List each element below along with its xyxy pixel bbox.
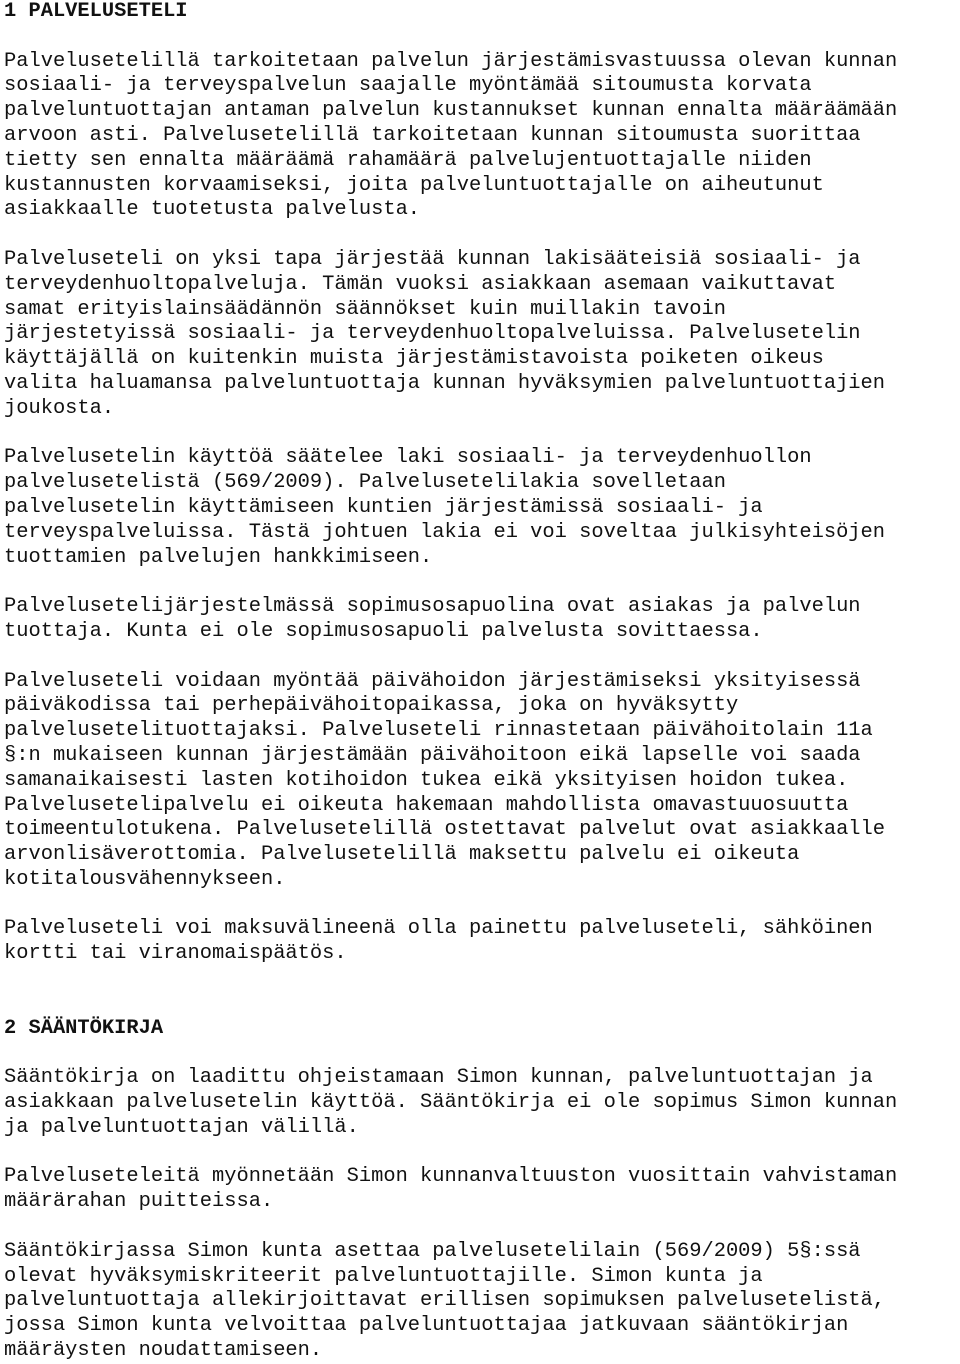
text-line: arvoon asti. Palvelusetelillä tarkoitetaan kunnan sitoumusta suorittaa <box>4 123 861 147</box>
text-line: päiväkodissa tai perhepäivähoitopaikassa, joka on hyväksytty <box>4 694 739 718</box>
text-line: sosiaali- ja terveyspalvelun saajalle myöntämää sitoumusta korvata <box>4 74 812 98</box>
spacer <box>4 1041 956 1066</box>
text-line: Palveluseteli on yksi tapa järjestää kunnan lakisääteisiä sosiaali- ja <box>4 247 861 271</box>
document-page <box>4 0 956 1364</box>
text-line: Palveluseteli voidaan myöntää päivähoidon järjestämiseksi yksityisessä <box>4 669 861 693</box>
spacer <box>4 893 956 918</box>
text-line: kustannusten korvaamiseksi, joita palveluntuottajalle on aiheutunut <box>4 173 824 197</box>
text-line: samanaikaisesti lasten kotihoidon tukea eikä yksityisen hoidon tukea. <box>4 768 849 792</box>
section-2-paragraph-2 <box>4 1165 956 1215</box>
text-line: palvelusetelin käyttämiseen kuntien järjestämissä sosiaali- ja <box>4 495 763 519</box>
text-line: palveluntuottajan antaman palvelun kustannukset kunnan ennalta määräämään <box>4 99 898 123</box>
section-1-heading: 1 PALVELUSETELI <box>4 0 188 23</box>
text-line: palvelusetelituottajaksi. Palveluseteli rinnastetaan päivähoitolain 11a <box>4 719 873 743</box>
section-1-paragraph-2 <box>4 248 956 422</box>
text-line: käyttäjällä on kuitenkin muista järjestämistavoista poiketen oikeus <box>4 347 824 371</box>
section-2-paragraph-3 <box>4 1240 956 1364</box>
text-line: Palvelusetelipalvelu ei oikeuta hakemaan mahdollista omavastuuosuutta <box>4 793 849 817</box>
section-1-paragraph-3 <box>4 446 956 570</box>
spacer <box>4 967 956 1017</box>
text-line: terveydenhuoltopalveluja. Tämän vuoksi asiakkaan asemaan vaikuttavat <box>4 272 837 296</box>
spacer <box>4 223 956 248</box>
text-line: kotitalousvähennykseen. <box>4 867 286 891</box>
text-line: asiakkaan palvelusetelin käyttöä. Sääntökirja ei ole sopimus Simon kunnan <box>4 1091 898 1115</box>
text-line: toimeentulotukena. Palvelusetelillä ostettavat palvelut ovat asiakkaalle <box>4 818 886 842</box>
text-line: palvelusetelistä (569/2009). Palvelusetelilakia sovelletaan <box>4 471 726 495</box>
text-line: tuottaja. Kunta ei ole sopimusosapuoli palvelusta sovittaessa. <box>4 619 763 643</box>
spacer <box>4 422 956 447</box>
text-line: §:n mukaiseen kunnan järjestämään päivähoitoon eikä lapselle voi saada <box>4 743 861 767</box>
spacer <box>4 1215 956 1240</box>
text-line: valita haluamansa palveluntuottaja kunnan hyväksymien palveluntuottajien <box>4 371 886 395</box>
text-line: Sääntökirja on laadittu ohjeistamaan Simon kunnan, palveluntuottajan ja <box>4 1066 873 1090</box>
text-line: jossa Simon kunta velvoittaa palveluntuottajaa jatkuvaan sääntökirjan <box>4 1314 849 1338</box>
text-line: Palvelusetelillä tarkoitetaan palvelun järjestämisvastuussa olevan kunnan <box>4 49 898 73</box>
section-1-paragraph-4 <box>4 595 956 645</box>
text-line: terveyspalveluissa. Tästä johtuen lakia ei voi soveltaa julkisyhteisöjen <box>4 520 886 544</box>
spacer <box>4 1141 956 1166</box>
text-line: Palvelusetelin käyttöä säätelee laki sosiaali- ja terveydenhuollon <box>4 446 812 470</box>
text-line: Sääntökirjassa Simon kunta asettaa palvelusetelilain (569/2009) 5§:ssä <box>4 1239 861 1263</box>
text-line: arvonlisäverottomia. Palvelusetelillä maksettu palvelu ei oikeuta <box>4 843 800 867</box>
text-line: samat erityislainsäädännön säännökset kuin muillakin tavoin <box>4 297 726 321</box>
spacer <box>4 570 956 595</box>
text-line: kortti tai viranomaispäätös. <box>4 942 347 966</box>
text-line: Palveluseteleitä myönnetään Simon kunnanvaltuuston vuosittain vahvistaman <box>4 1165 898 1189</box>
section-1-paragraph-1 <box>4 50 956 224</box>
section-2-heading: 2 SÄÄNTÖKIRJA <box>4 1016 164 1040</box>
section-1-paragraph-5 <box>4 670 956 893</box>
text-line: määräysten noudattamiseen. <box>4 1339 323 1363</box>
text-line: Palvelusetelijärjestelmässä sopimusosapuolina ovat asiakas ja palvelun <box>4 595 861 619</box>
spacer <box>4 25 956 50</box>
text-line: tuottamien palvelujen hankkimiseen. <box>4 545 433 569</box>
text-line: olevat hyväksymiskriteerit palveluntuottajille. Simon kunta ja <box>4 1264 763 1288</box>
text-line: järjestetyissä sosiaali- ja terveydenhuoltopalveluissa. Palvelusetelin <box>4 322 861 346</box>
text-line: asiakkaalle tuotetusta palvelusta. <box>4 198 421 222</box>
section-2-paragraph-1 <box>4 1066 956 1140</box>
text-line: tietty sen ennalta määräämä rahamäärä palvelujentuottajalle niiden <box>4 148 812 172</box>
spacer <box>4 645 956 670</box>
section-1-paragraph-6 <box>4 917 956 967</box>
text-line: palveluntuottaja allekirjoittavat erillisen sopimuksen palvelusetelistä, <box>4 1289 886 1313</box>
text-line: määrärahan puitteissa. <box>4 1190 274 1214</box>
text-line: joukosta. <box>4 396 115 420</box>
text-line: ja palveluntuottajan välillä. <box>4 1115 359 1139</box>
text-line: Palveluseteli voi maksuvälineenä olla painettu palveluseteli, sähköinen <box>4 917 873 941</box>
